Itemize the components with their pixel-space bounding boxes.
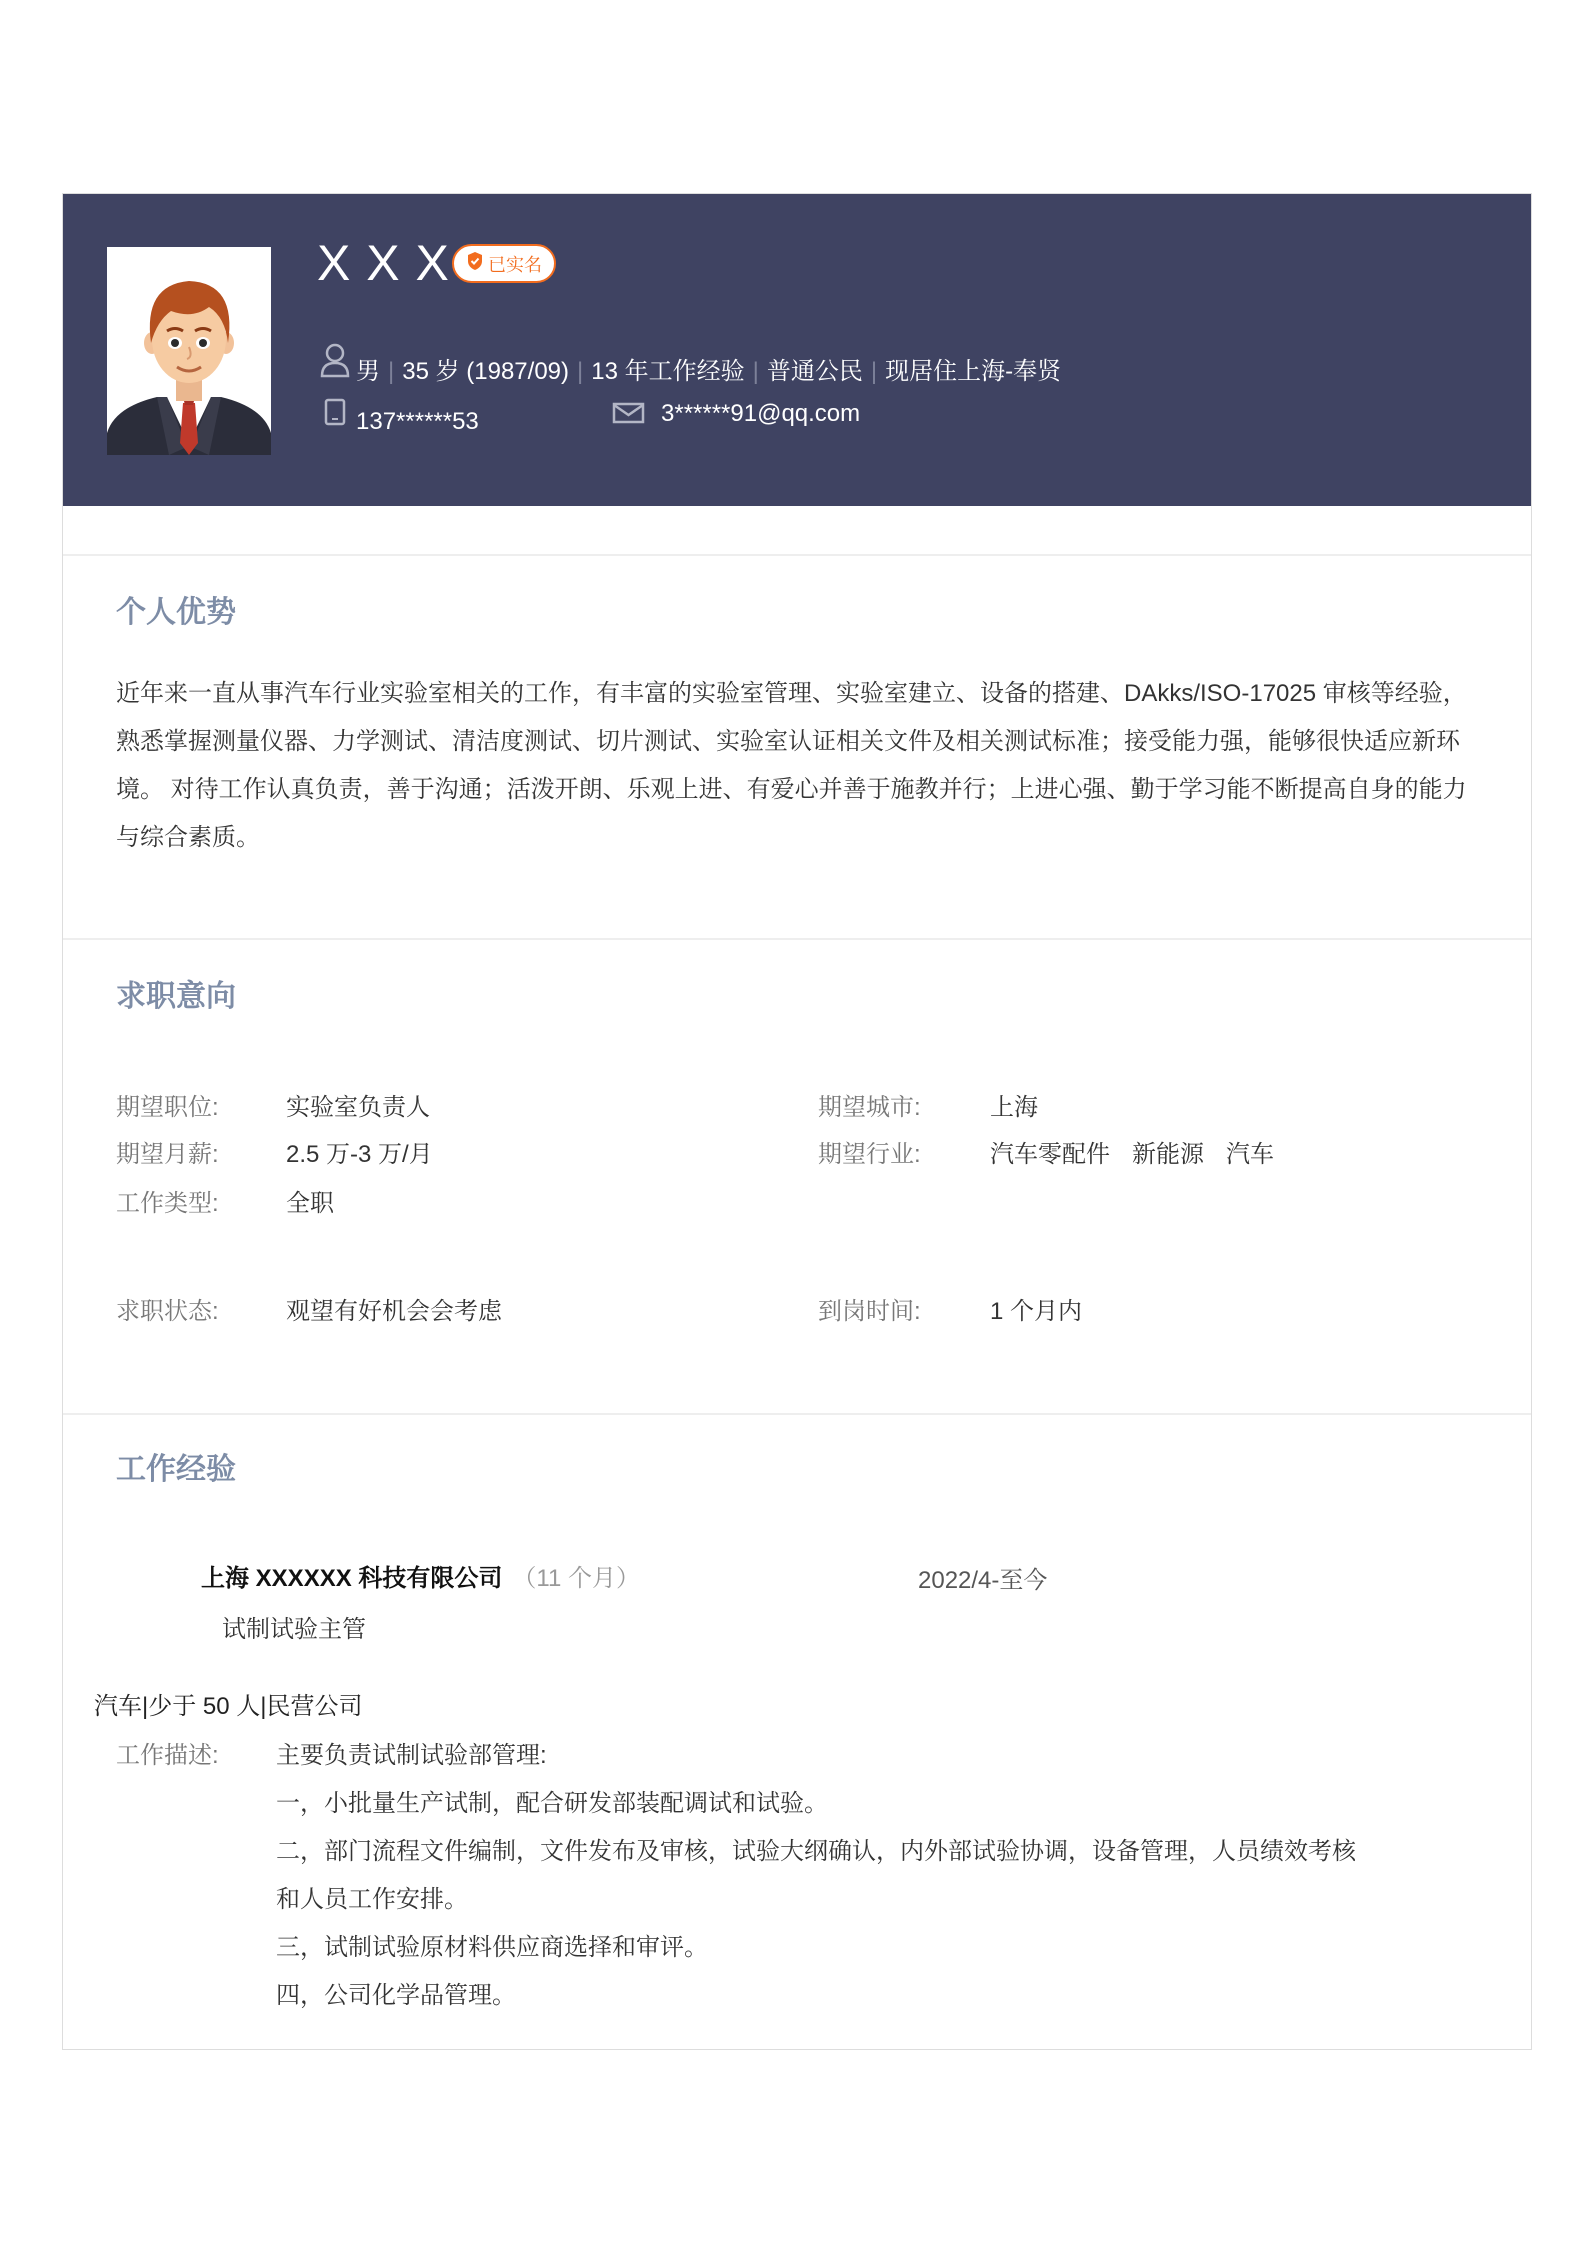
- employment-period: 2022/4-至今: [918, 1567, 1048, 1594]
- email-address: 3******91@qq.com: [661, 400, 861, 427]
- mail-icon: [612, 402, 645, 424]
- position-label: 期望职位:: [116, 1094, 219, 1121]
- job-position: 试制试验主管: [222, 1616, 366, 1643]
- salary-value: 2.5 万-3 万/月: [286, 1141, 433, 1168]
- gender: 男: [356, 358, 380, 385]
- age: 35 岁 (1987/09): [402, 358, 570, 385]
- arrival-value: 1 个月内: [990, 1298, 1083, 1325]
- description-line: 主要负责试制试验部管理:: [276, 1742, 547, 1769]
- position-value: 实验室负责人: [286, 1094, 430, 1121]
- company-info: 汽车|少于 50 人|民营公司: [94, 1693, 363, 1720]
- advantage-text: 近年来一直从事汽车行业实验室相关的工作，有丰富的实验室管理、实验室建立、设备的搭建、DAkks/ISO-17025 审核等经验，熟悉掌握测量仪器、力学测试、清洁度测试、切片测试、实验室认证相关文件及相关测试标准；接受能力强，能够很快适应新环境。 对待工作认真负责，善于沟通；活泼开朗、乐观上进、有爱心并善于施教并行；上进心强、勤于学习能不断提高自身的能力与综合素质。: [116, 680, 1467, 851]
- city-label: 期望城市:: [818, 1094, 921, 1121]
- industry-label: 期望行业:: [818, 1141, 921, 1168]
- section-title-advantage: 个人优势: [116, 596, 236, 629]
- industry-item: 汽车零配件: [990, 1141, 1110, 1168]
- description-line: 三，试制试验原材料供应商选择和审评。: [276, 1934, 708, 1961]
- person-icon: [320, 343, 350, 378]
- verified-badge: [452, 244, 556, 283]
- residence: 现居住上海-奉贤: [885, 358, 1062, 385]
- description-line: 一，小批量生产试制，配合研发部装配调试和试验。: [276, 1790, 828, 1817]
- salary-label: 期望月薪:: [116, 1141, 219, 1168]
- work-years: 13 年工作经验: [591, 358, 745, 385]
- info-separator: |: [870, 358, 878, 385]
- phone-number: 137******53: [356, 408, 479, 435]
- info-separator: |: [752, 358, 759, 385]
- status-value: 观望有好机会会考虑: [286, 1298, 502, 1325]
- candidate-name: X X X: [317, 235, 450, 291]
- info-separator: |: [388, 358, 395, 385]
- employment-duration: （11 个月）: [512, 1565, 640, 1592]
- description-line: 四，公司化学品管理。: [276, 1982, 516, 2009]
- section-divider: [63, 1413, 1531, 1415]
- job-description: [276, 1732, 1371, 2020]
- section-title-intent: 求职意向: [116, 980, 236, 1013]
- verified-badge-label: 已实名: [488, 254, 542, 275]
- industry-values: [990, 1137, 1296, 1173]
- section-divider: [63, 938, 1531, 940]
- job-type-value: 全职: [286, 1190, 334, 1217]
- political-status: 普通公民: [766, 358, 863, 385]
- info-separator: |: [577, 358, 584, 385]
- resume-header: [63, 194, 1531, 506]
- basic-info-line: [356, 354, 1061, 390]
- status-label: 求职状态:: [116, 1298, 219, 1325]
- job-type-label: 工作类型:: [116, 1190, 219, 1217]
- arrival-label: 到岗时间:: [818, 1298, 921, 1325]
- description-label: 工作描述:: [116, 1742, 219, 1769]
- section-divider: [63, 554, 1531, 556]
- industry-item: 新能源: [1132, 1141, 1204, 1168]
- section-title-experience: 工作经验: [116, 1453, 236, 1486]
- industry-item: 汽车: [1226, 1141, 1274, 1168]
- avatar: [107, 247, 271, 455]
- experience-company-line: [201, 1561, 640, 1597]
- phone-icon: [324, 398, 346, 426]
- city-value: 上海: [990, 1094, 1038, 1121]
- shield-check-icon: [466, 251, 484, 276]
- company-name: 上海 XXXXXX 科技有限公司: [201, 1565, 503, 1592]
- resume-card: [62, 193, 1532, 2050]
- description-line: 二，部门流程文件编制，文件发布及审核，试验大纲确认，内外部试验协调，设备管理，人员绩效考核和人员工作安排。: [276, 1838, 1356, 1913]
